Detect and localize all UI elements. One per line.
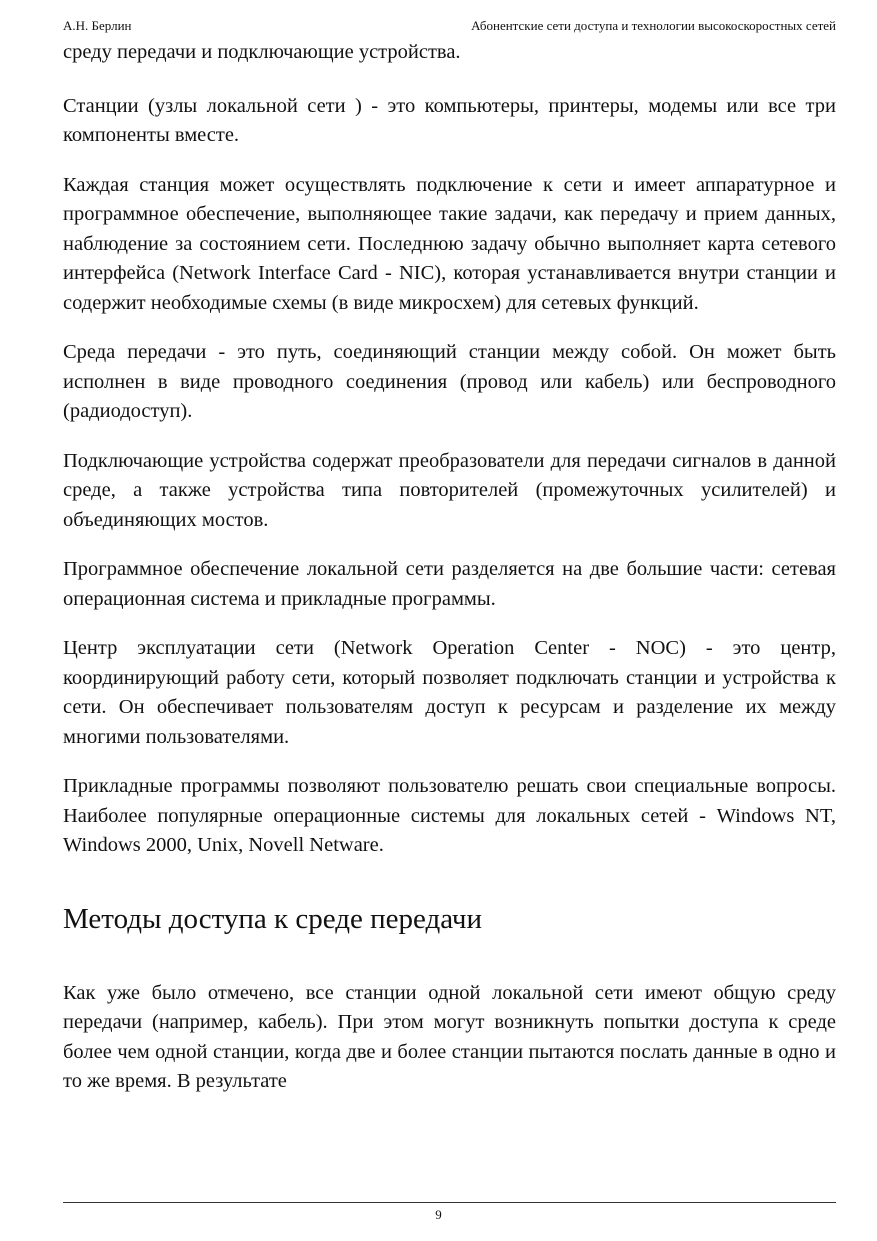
header-title: Абонентские сети доступа и технологии высокоскоростных сетей [471, 18, 836, 33]
paragraph-transmission-medium: Среда передачи - это путь, соединяющий станции между собой. Он может быть исполнен в виде проводного соединения (провод или кабель) или беспроводного (радиодоступ). [63, 341, 836, 422]
paragraph-stations: Станции (узлы локальной сети ) - это компьютеры, принтеры, модемы или все три компоненты вместе. [63, 94, 836, 146]
header-author: А.Н. Берлин [63, 18, 132, 33]
section-heading: Методы доступа к среде передачи [63, 902, 483, 935]
paragraph-access-methods: Как уже было отмечено, все станции одной локальной сети имеют общую среду передачи (например, кабель). При этом могут возникнуть попытки доступа к среде более чем одной станции, когда две и более станции пытаются послать данные в одно и то же время. В результате [63, 981, 836, 1092]
footer-divider [63, 1202, 836, 1203]
paragraph-software: Программное обеспечение локальной сети разделяется на две большие части: сетевая операционная система и прикладные программы. [63, 558, 836, 610]
paragraph-continuation: среду передачи и подключающие устройства. [63, 41, 461, 63]
paragraph-connecting-devices: Подключающие устройства содержат преобразователи для передачи сигналов в данной среде, а также устройства типа повторителей (промежуточных усилителей) и объединяющих мостов. [63, 449, 836, 531]
paragraph-noc: Центр эксплуатации сети (Network Operation Center - NOC) - это центр, координирующий работу сети, который позволяет подключать станции и устройства к сети. Он обеспечивает пользователям доступ к ресурсам и разделение их между многими пользователями. [63, 637, 836, 748]
paragraph-station-capabilities: Каждая станция может осуществлять подключение к сети и имеет аппаратурное и программное обеспечение, выполняющее такие задачи, как передачу и прием данных, наблюдение за состоянием сети. Последнюю задачу обычно выполняет карта сетевого интерфейса (Network Interface Card - NIC), которая устанавливается внутри станции и содержит необходимые схемы (в виде микросхем) для сетевых функций. [63, 173, 836, 314]
paragraph-applications: Прикладные программы позволяют пользователю решать свои специальные вопросы. Наиболее популярные операционные системы для локальных сетей - Windows NT, Windows 2000, Unix, Novell Netware. [63, 775, 836, 856]
page-body [63, 38, 836, 1117]
page-number: 9 [435, 1207, 442, 1222]
running-header [63, 16, 836, 36]
